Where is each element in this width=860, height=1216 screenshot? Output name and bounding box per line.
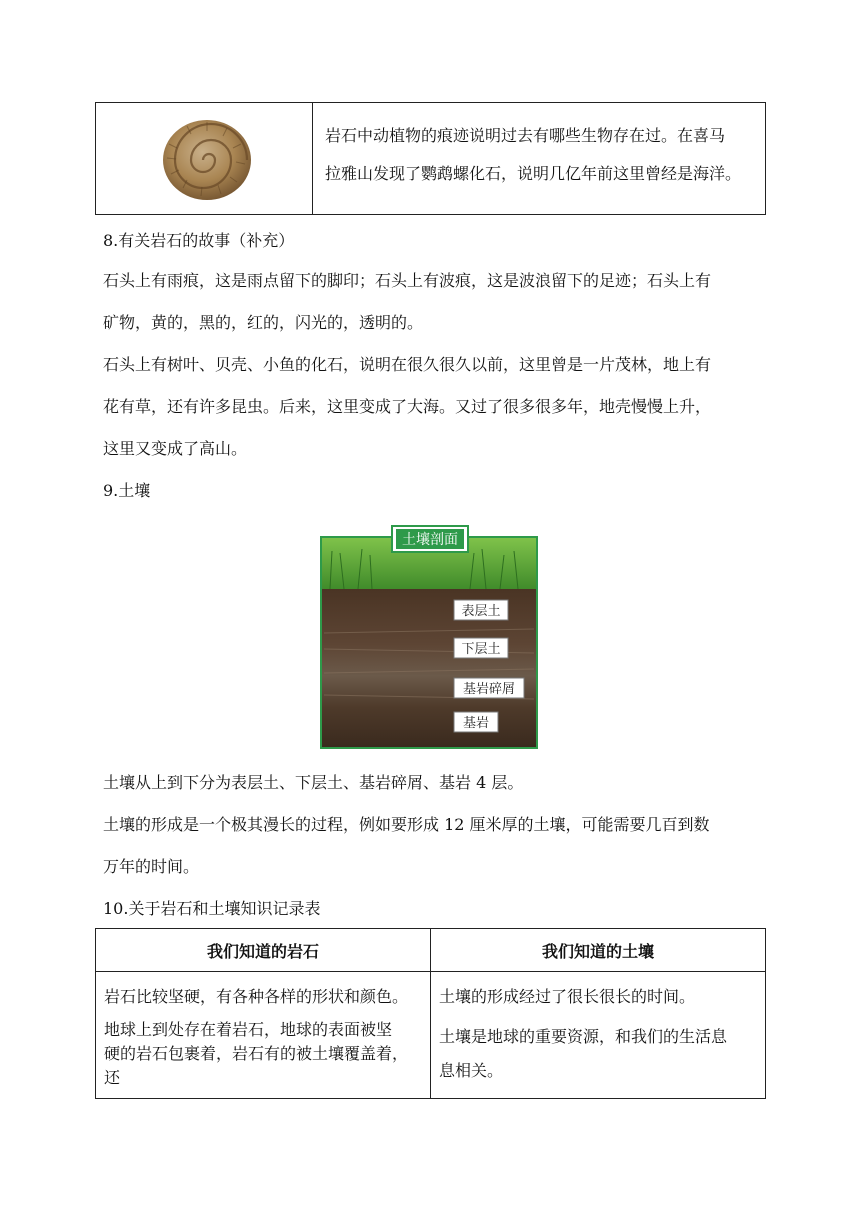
cell-line: 还 [104,1068,121,1087]
fossil-image-cell [96,103,313,214]
soil-label-topsoil: 表层土 [461,603,501,618]
cell-line: 地球上到处存在着岩石，地球的表面被坚 [104,1020,393,1039]
section-10-heading: 10.关于岩石和土壤知识记录表 [103,899,321,918]
paragraph-line: 这里又变成了高山。 [103,439,248,458]
paragraph-line: 土壤的形成是一个极其漫长的过程，例如要形成 12 厘米厚的土壤，可能需要几百到数 [103,815,710,834]
table-header-rock: 我们知道的岩石 [96,929,431,971]
cell-line: 土壤是地球的重要资源，和我们的生活息 [439,1027,728,1046]
soil-label-bedrock: 基岩 [462,715,490,730]
cell-line: 硬的岩石包裹着，岩石有的被土壤覆盖着， [104,1044,409,1063]
paragraph-line: 矿物，黄的，黑的，红的，闪光的，透明的。 [103,313,424,332]
fossil-description [313,103,765,214]
table-cell-soil [431,972,765,1098]
paragraph-line: 石头上有雨痕，这是雨点留下的脚印；石头上有波痕，这是波浪留下的足迹；石头上有 [103,271,712,290]
paragraph-line: 石头上有树叶、贝壳、小鱼的化石，说明在很久很久以前，这里曾是一片茂林，地上有 [103,355,712,374]
knowledge-record-table [95,928,766,1099]
soil-label-subsoil: 下层土 [461,641,501,656]
table-cell-rock [96,972,431,1098]
paragraph-line: 万年的时间。 [103,857,200,876]
soil-figure-title: 土壤剖面 [402,531,458,547]
section-8-heading: 8.有关岩石的故事（补充） [103,231,295,250]
ammonite-fossil-icon [149,114,259,204]
section-9-heading: 9.土壤 [103,481,151,500]
table-header-soil: 我们知道的土壤 [541,941,654,961]
soil-profile-figure [320,523,538,749]
paragraph-line: 花有草，还有许多昆虫。后来，这里变成了大海。又过了很多很多年，地壳慢慢上升， [103,397,712,416]
soil-label-bedrock-debris: 基岩碎屑 [462,681,516,696]
cell-paragraph: 土壤的形成经过了很长很长的时间。 [439,987,696,1006]
fossil-text-line: 岩石中动植物的痕迹说明过去有哪些生物存在过。在喜马 [325,126,726,145]
table-header-row [96,929,765,972]
paragraph-line: 土壤从上到下分为表层土、下层土、基岩碎屑、基岩 4 层。 [103,773,524,792]
fossil-text-line: 拉雅山发现了鹦鹉螺化石，说明几亿年前这里曾经是海洋。 [325,164,742,183]
cell-line: 息相关。 [439,1061,504,1080]
fossil-table [95,102,766,215]
cell-paragraph: 岩石比较坚硬，有各种各样的形状和颜色。 [104,987,409,1006]
table-row [96,972,765,1098]
